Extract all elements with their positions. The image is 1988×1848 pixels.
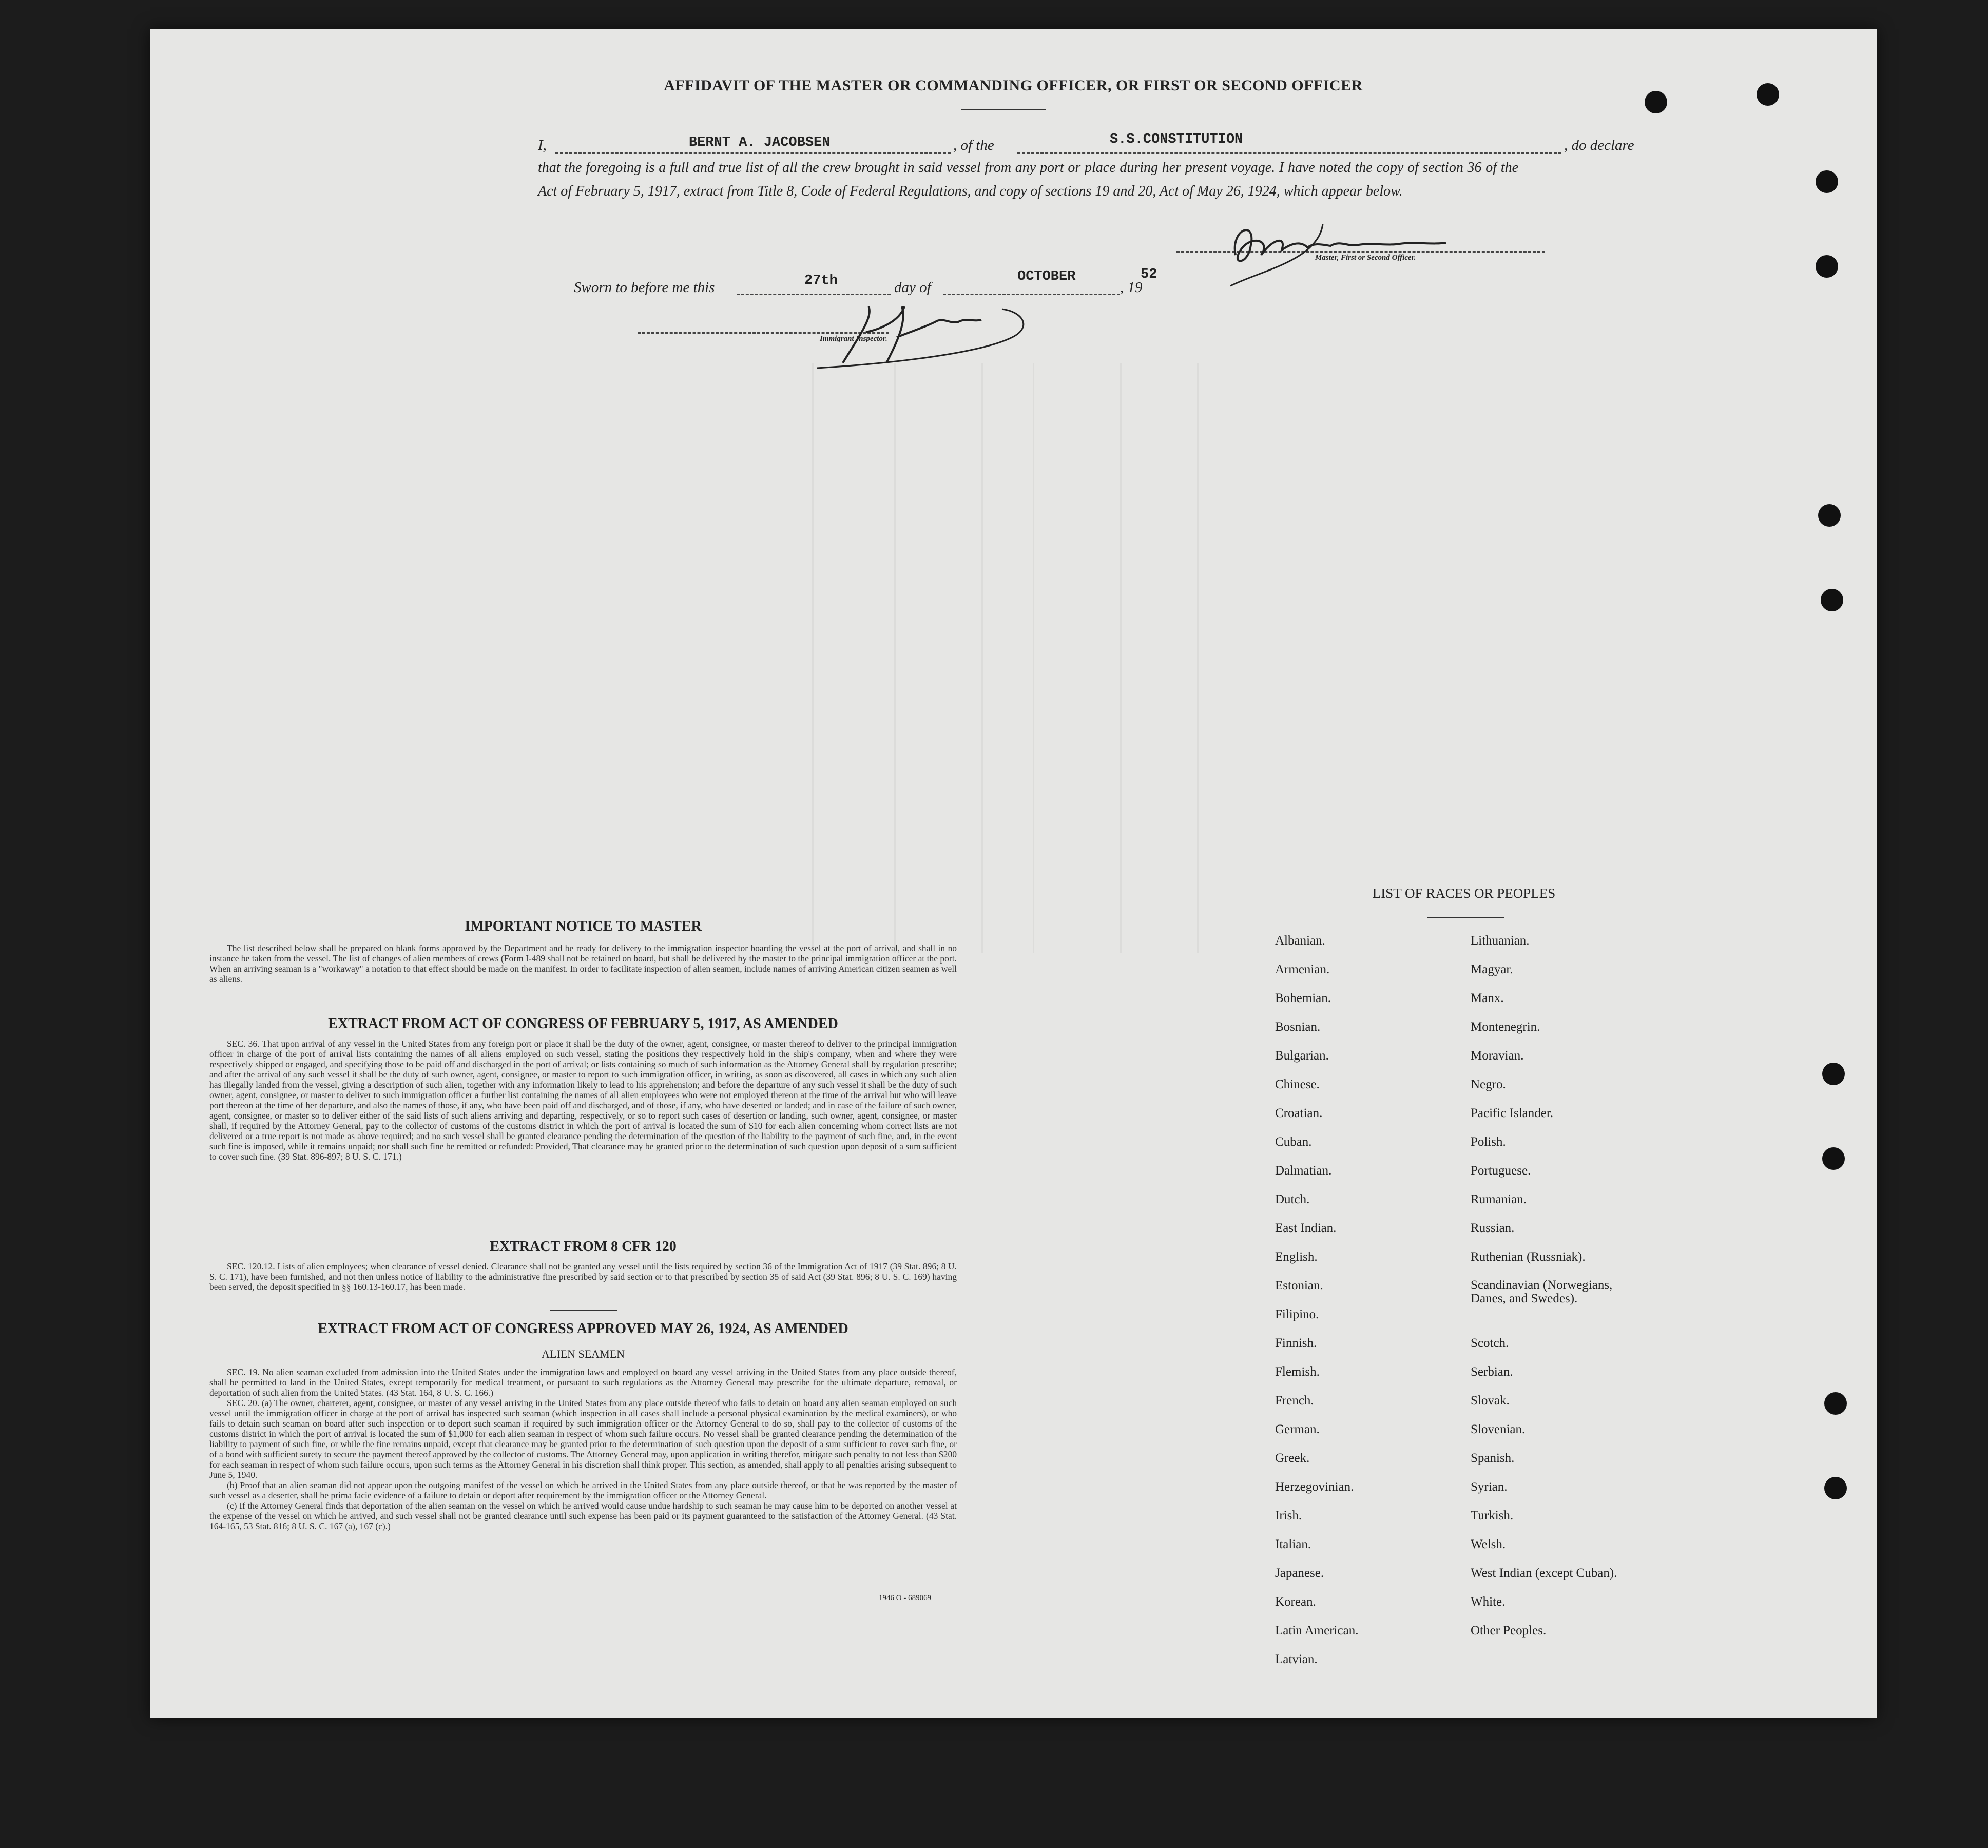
fold-line — [1120, 363, 1122, 953]
race-item: Moravian. — [1471, 1049, 1524, 1063]
race-item: French. — [1275, 1394, 1314, 1408]
sworn-month: OCTOBER — [1017, 269, 1076, 284]
race-item: Greek. — [1275, 1451, 1310, 1465]
sec19-paragraph: SEC. 19. No alien seaman excluded from admission into the United States under the immigration laws and employed on board any vessel arriving in the United States from any place outside thereof, shall be permitted to land in the United States, except temporarily for medical treatment, or pursuant to such regulations as the Attorney General may prescribe for the ultimate departure, removal, or deportation of such alien from the United States. (43 Stat. 164, 8 U. S. C. 166.) — [209, 1367, 957, 1398]
race-item: Bohemian. — [1275, 991, 1331, 1005]
race-item: Pacific Islander. — [1471, 1106, 1554, 1120]
punch-hole — [1816, 170, 1838, 193]
punch-hole — [1816, 255, 1838, 278]
sec20a-paragraph: SEC. 20. (a) The owner, charterer, agent, consignee, or master of any vessel arriving in the United States from any place outside thereof who fails to detain on board any alien seaman employed on such vessel until the immigration officer in charge at the port of arrival has inspected such seaman (which inspection in all cases shall include a personal physical examination by the medical examiners), or who fails to detain such seaman on board after such inspection or to deport such seaman if required by such immigration officer or the Attorney General to do so, shall pay to the collector of customs of the customs district in which the port of arrival is located the sum of $1,000 for each alien seaman in respect of whom such failure occurs. No vessel shall be granted clearance pending the determination of the liability to payment of such fine, or while the fine remains unpaid, except that clearance may be granted prior to the determination of such question upon the deposit of a sum sufficient to cover such fine, or of a bond with sufficient surety to secure the payment thereof approved by the collector of customs. The Attorney General may, upon application in writing therefor, mitigate such penalty to not less than $200 for each seaman in respect of whom such failure occurs, upon such terms as the Attorney General in his discretion shall think proper. This section, as amended, shall apply to all penalties arising subsequent to June 5, 1940. — [209, 1398, 957, 1480]
race-item: Chinese. — [1275, 1077, 1320, 1091]
race-item: Dutch. — [1275, 1192, 1310, 1206]
race-item: Syrian. — [1471, 1480, 1508, 1494]
do-declare-label: , do declare — [1564, 137, 1634, 153]
race-item: Filipino. — [1275, 1307, 1319, 1321]
alien-seamen-subtitle: ALIEN SEAMEN — [542, 1348, 625, 1360]
race-item: Herzegovinian. — [1275, 1480, 1354, 1494]
race-item: Negro. — [1471, 1077, 1506, 1091]
day-of-label: day of — [894, 279, 931, 296]
master-caption: Master, First or Second Officer. — [1315, 254, 1416, 262]
extract-1924-title: EXTRACT FROM ACT OF CONGRESS APPROVED MAY 26, 1924, AS AMENDED — [318, 1321, 848, 1337]
master-name-line — [555, 152, 951, 154]
sec20c-paragraph: (c) If the Attorney General finds that deportation of the alien seaman on the vessel on which he arrived would cause undue hardship to such seaman he may cause him to be deported on another vessel at the expense of the vessel on which he arrived, and such vessel shall not be granted clearance until such expense has been paid or its payment guaranteed to the satisfaction of the Attorney General. (43 Stat. 164-165, 53 Stat. 816; 8 U. S. C. 167 (a), 167 (c).) — [209, 1500, 957, 1531]
race-item: Bulgarian. — [1275, 1049, 1329, 1063]
punch-hole — [1818, 504, 1841, 527]
race-item: Welsh. — [1471, 1537, 1506, 1551]
master-name: BERNT A. JACOBSEN — [689, 135, 831, 150]
affidavit-body: that the foregoing is a full and true list of all the crew brought in said vessel from any port or place during her present voyage. I have noted the copy of section 36 of the Act of February 5, 1917, extract from Title 8, Code of Federal Regulations, and copy of sections 19 and 20, Act of May 26, 1924, which appear below. — [538, 160, 1518, 199]
race-item: Scotch. — [1471, 1336, 1509, 1350]
notice-title: IMPORTANT NOTICE TO MASTER — [465, 918, 702, 934]
print-code: 1946 O - 689069 — [879, 1594, 932, 1602]
race-item: White. — [1471, 1595, 1506, 1609]
race-item: Korean. — [1275, 1595, 1316, 1609]
race-item: Latin American. — [1275, 1624, 1359, 1638]
race-item: Montenegrin. — [1471, 1020, 1540, 1034]
sec36-paragraph: SEC. 36. That upon arrival of any vessel in the United States from any foreign port or place it shall be the duty of the owner, agent, consignee, or master thereof to deliver to the principal immigration officer in charge of the port of arrival lists containing the names of all aliens employed on such vessel, stating the positions they respectively hold in the ship's company, when and where they were respectively shipped or engaged, and specifying those to be paid off and discharged in the port of arrival; or lists containing so much of such information as the Attorney General shall by regulation prescribe; and after the arrival of any such vessel it shall be the duty of such owner, agent, consignee, or master to report to such immigration officer, in writing, as soon as discovered, all cases in which any such alien has illegally landed from the vessel, giving a description of such alien, together with any information likely to lead to his apprehension; and before the departure of any such vessel it shall be the duty of such owner, agent, consignee, or master to deliver to such immigration officer a further list containing the names of all alien employees who were not employed thereon at the time of the arrival but who will leave port thereon at the time of her departure, and also the names of those, if any, who have been paid off and discharged, and of those, if any, who have deserted or landed; and in case of the failure of such owner, agent, consignee, or master so to deliver either of the said lists of such aliens arriving and departing, respectively, or so to report such cases of desertion or landing, such owner, agent, consignee, or master shall, if required by the Attorney General, pay to the collector of customs of the customs district in which the port of arrival is located the sum of $10 for each alien concerning whom correct lists are not delivered or a true report is not made as above required; and no such vessel shall be granted clearance pending the determination of the question of the liability to the payment of such fine, and, in the event such fine is imposed, while it remains unpaid; nor shall such fine be remitted or refunded: Provided, That clearance may be granted prior to the determination of such question upon deposit of a sum sufficient to cover such fine. (39 Stat. 896-897; 8 U. S. C. 171.) — [209, 1038, 957, 1162]
race-item: German. — [1275, 1422, 1320, 1436]
race-item: Slovak. — [1471, 1394, 1510, 1408]
race-item: Cuban. — [1275, 1135, 1312, 1149]
races-title-rule — [1427, 917, 1504, 918]
vessel-name: S.S.CONSTITUTION — [1110, 132, 1243, 147]
race-item: Ruthenian (Russniak). — [1471, 1250, 1586, 1264]
race-item: East Indian. — [1275, 1221, 1337, 1235]
race-item: Spanish. — [1471, 1451, 1515, 1465]
notice-text — [209, 943, 957, 984]
race-item: Croatian. — [1275, 1106, 1323, 1120]
master-signature — [1200, 209, 1502, 322]
punch-hole — [1822, 1063, 1845, 1085]
race-item: Scandinavian (Norwegians, Danes, and Swedes). — [1471, 1278, 1613, 1305]
of-the-label: , of the — [953, 137, 994, 153]
race-item: Turkish. — [1471, 1509, 1514, 1523]
extract-1917-text — [209, 1038, 957, 1162]
sworn-label: Sworn to before me this — [574, 279, 715, 296]
fold-line — [1197, 363, 1199, 953]
affidavit-title: AFFIDAVIT OF THE MASTER OR COMMANDING OFFICER, OR FIRST OR SECOND OFFICER — [664, 77, 1363, 94]
sec20b-paragraph: (b) Proof that an alien seaman did not appear upon the outgoing manifest of the vessel on which he arrived in the United States from any place outside thereof, or that he was reported by the master of such vessel as a deserter, shall be prima facie evidence of a failure to detain or deport after requirement by the immigration officer or the Attorney General. — [209, 1480, 957, 1500]
vessel-name-line — [1017, 152, 1561, 154]
punch-hole — [1824, 1477, 1847, 1499]
race-item: Estonian. — [1275, 1279, 1323, 1293]
race-item: Dalmatian. — [1275, 1164, 1332, 1178]
notice-paragraph: The list described below shall be prepared on blank forms approved by the Department and be ready for delivery to the immigration inspector boarding the vessel at the port of arrival, and shall in no instance be taken from the vessel. The list of changes of alien members of crews (Form I-489 shall not be retained on board, but shall be delivered by the master to the principal immigration officer at the port. When an arriving seaman is a "workaway" a notation to that effect should be made on the manifest. In order to facilitate inspection of alien seamen, include names of arriving American citizen seamen as well as aliens. — [209, 943, 957, 984]
races-title: LIST OF RACES OR PEOPLES — [1372, 886, 1556, 901]
race-item: Irish. — [1275, 1509, 1302, 1523]
fold-line — [981, 363, 983, 953]
race-item: Italian. — [1275, 1537, 1311, 1551]
punch-hole — [1821, 589, 1843, 611]
section-rule — [550, 1310, 617, 1311]
extract-cfr-title: EXTRACT FROM 8 CFR 120 — [490, 1239, 677, 1255]
year-suffix: 52 — [1141, 267, 1157, 282]
inspector-caption: Immigrant Inspector. — [820, 335, 887, 343]
race-item: English. — [1275, 1250, 1318, 1264]
race-item: Russian. — [1471, 1221, 1515, 1235]
race-item: Serbian. — [1471, 1365, 1513, 1379]
race-item: Albanian. — [1275, 934, 1325, 948]
race-item: Slovenian. — [1471, 1422, 1526, 1436]
race-item: Lithuanian. — [1471, 934, 1530, 948]
race-item: Flemish. — [1275, 1365, 1320, 1379]
title-rule — [961, 109, 1046, 110]
fold-line — [812, 363, 814, 953]
extract-1917-title: EXTRACT FROM ACT OF CONGRESS OF FEBRUARY 5, 1917, AS AMENDED — [328, 1016, 838, 1032]
punch-hole — [1824, 1392, 1847, 1415]
race-item: Armenian. — [1275, 962, 1330, 976]
fold-line — [894, 363, 896, 953]
document-sheet — [150, 29, 1877, 1718]
race-item: West Indian (except Cuban). — [1471, 1566, 1617, 1580]
i-label: I, — [538, 137, 547, 153]
year-prefix: , 19 — [1120, 279, 1143, 296]
punch-hole — [1822, 1147, 1845, 1170]
race-item: Rumanian. — [1471, 1192, 1527, 1206]
race-item: Bosnian. — [1275, 1020, 1321, 1034]
extract-cfr-text — [209, 1261, 957, 1292]
race-item: Finnish. — [1275, 1336, 1317, 1350]
extract-1924-text — [209, 1367, 957, 1531]
inspector-signature — [797, 286, 1084, 378]
race-item: Japanese. — [1275, 1566, 1324, 1580]
race-item: Manx. — [1471, 991, 1504, 1005]
fold-line — [1033, 363, 1034, 953]
race-item: Magyar. — [1471, 962, 1513, 976]
sec120-paragraph: SEC. 120.12. Lists of alien employees; when clearance of vessel denied. Clearance shall not be granted any vessel until the lists required by section 36 of the Immigration Act of 1917 (39 Stat. 896; 8 U. S. C. 171), have been furnished, and not then unless notice of liability to the administrative fine prescribed by said section or to that prescribed by section 35 of said Act (39 Stat. 896; 8 U. S. C. 169) having been served, the deposit specified in §§ 160.13-160.17, has been made. — [209, 1261, 957, 1292]
race-item: Polish. — [1471, 1135, 1506, 1149]
sworn-day: 27th — [804, 273, 838, 288]
race-item: Latvian. — [1275, 1652, 1318, 1666]
race-item: Portuguese. — [1471, 1164, 1531, 1178]
race-item: Other Peoples. — [1471, 1624, 1547, 1638]
